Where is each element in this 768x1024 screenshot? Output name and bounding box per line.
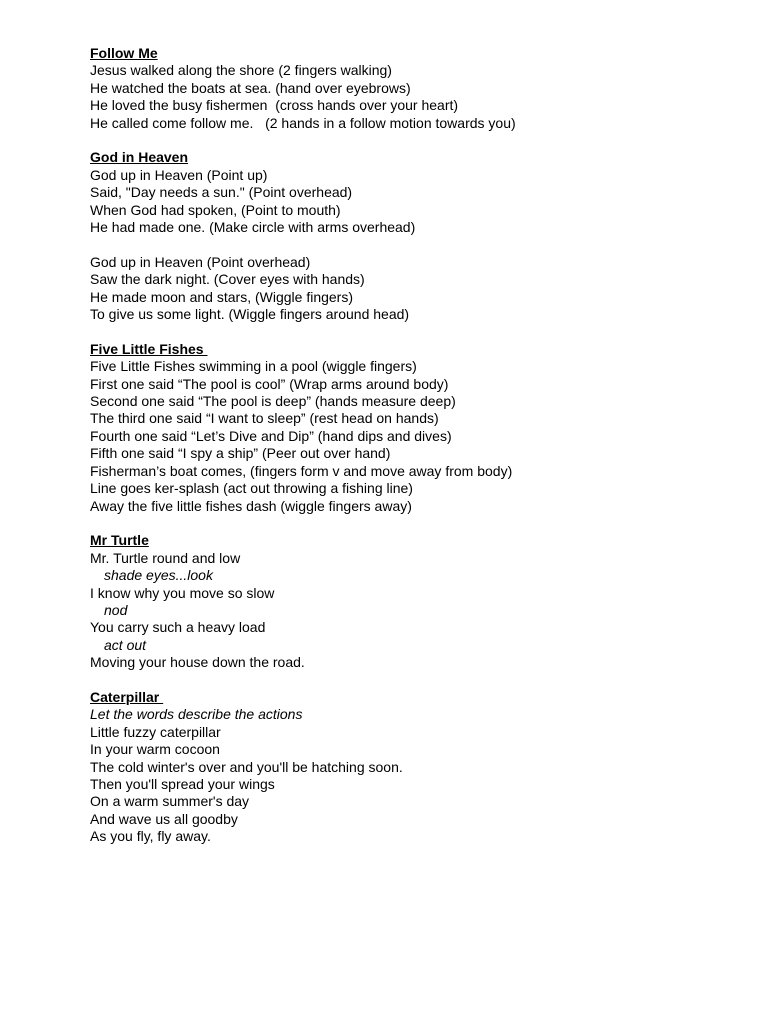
lyric-line: Jesus walked along the shore (2 fingers walking)	[90, 62, 392, 79]
action-note: shade eyes...look	[104, 567, 213, 584]
lyric-line: First one said “The pool is cool” (Wrap arms around body)	[90, 375, 449, 392]
song-title: Five Little Fishes	[90, 340, 208, 357]
song-title: God in Heaven	[90, 149, 189, 166]
lyric-line: As you fly, fly away.	[90, 828, 211, 845]
verse	[90, 254, 750, 324]
verse	[90, 167, 750, 237]
lyric-line: I know why you move so slow	[90, 584, 275, 601]
lyric-line: In your warm cocoon	[90, 741, 220, 758]
song-title: Mr Turtle	[90, 532, 149, 549]
lyric-line: You carry such a heavy load	[90, 619, 266, 636]
lyric-line: He made moon and stars, (Wiggle fingers)	[90, 288, 353, 305]
song-title: Caterpillar	[90, 688, 164, 705]
song-follow-me	[90, 45, 750, 132]
action-note: act out	[104, 636, 147, 653]
document-page	[90, 45, 750, 863]
lyric-line: Mr. Turtle round and low	[90, 549, 241, 566]
lyric-line: Fifth one said “I spy a ship” (Peer out over hand)	[90, 445, 391, 462]
lyric-line: The third one said “I want to sleep” (rest head on hands)	[90, 410, 439, 427]
lyric-line: Line goes ker-splash (act out throwing a fishing line)	[90, 480, 413, 497]
lyric-line: Saw the dark night. (Cover eyes with hands)	[90, 271, 365, 288]
lyric-line: Then you'll spread your wings	[90, 775, 275, 792]
verse	[90, 550, 750, 672]
lyric-line: Fisherman’s boat comes, (fingers form v and move away from body)	[90, 462, 513, 479]
lyric-line: He loved the busy fishermen (cross hands over your heart)	[90, 97, 459, 114]
lyric-line: He watched the boats at sea. (hand over eyebrows)	[90, 79, 411, 96]
lyric-line: The cold winter's over and you'll be hatching soon.	[90, 758, 403, 775]
lyric-line: Away the five little fishes dash (wiggle fingers away)	[90, 497, 412, 514]
lyric-line: To give us some light. (Wiggle fingers around head)	[90, 306, 410, 323]
verse	[90, 358, 750, 515]
lyric-line: Little fuzzy caterpillar	[90, 723, 221, 740]
lyric-line: When God had spoken, (Point to mouth)	[90, 201, 341, 218]
lyric-line: Fourth one said “Let’s Dive and Dip” (hand dips and dives)	[90, 427, 452, 444]
lyric-line: He called come follow me. (2 hands in a follow motion towards you)	[90, 114, 516, 131]
action-note: nod	[104, 601, 128, 618]
lyric-line: And wave us all goodby	[90, 810, 238, 827]
lyric-line: He had made one. (Make circle with arms overhead)	[90, 219, 416, 236]
song-mr-turtle	[90, 532, 750, 671]
action-note: Let the words describe the actions	[90, 706, 303, 723]
lyric-line: God up in Heaven (Point overhead)	[90, 253, 311, 270]
song-title: Follow Me	[90, 45, 158, 61]
verse	[90, 62, 750, 132]
lyric-line: Second one said “The pool is deep” (hands measure deep)	[90, 393, 456, 410]
song-five-little-fishes	[90, 341, 750, 515]
song-god-in-heaven	[90, 149, 750, 323]
lyric-line: Moving your house down the road.	[90, 654, 305, 671]
verse	[90, 706, 750, 845]
lyric-line: Five Little Fishes swimming in a pool (wiggle fingers)	[90, 358, 417, 375]
lyric-line: Said, "Day needs a sun." (Point overhead)	[90, 184, 353, 201]
song-caterpillar	[90, 689, 750, 846]
lyric-line: On a warm summer's day	[90, 793, 250, 810]
lyric-line: God up in Heaven (Point up)	[90, 166, 268, 183]
